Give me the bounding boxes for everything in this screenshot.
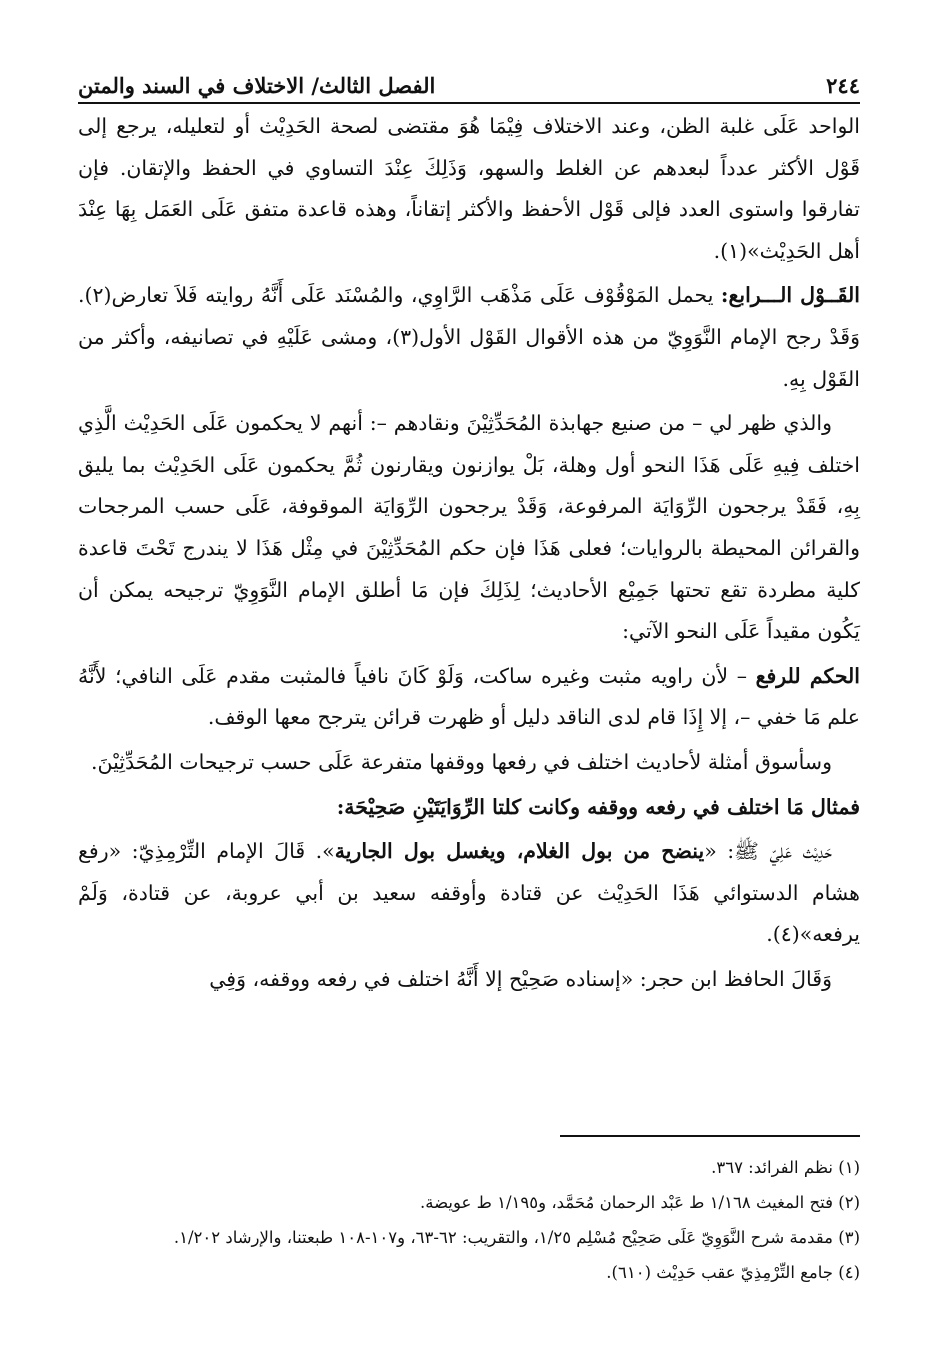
- paragraph-lead: الحكم للرفع: [755, 663, 860, 688]
- footnote: (٤) جامع التِّرْمِذِيّ عقب حَدِيْث (٦١٠).: [606, 1263, 860, 1282]
- footnotes: [78, 1152, 860, 1292]
- hadith-text: ينضح من بول الغلام، ويغسل بول الجارية: [334, 839, 705, 864]
- footnote: (٢) فتح المغيث ١/١٦٨ ط عَبْد الرحمان مُحَمَّد، و١/١٩٥ ط عويضة.: [419, 1193, 860, 1212]
- paragraph: والذي ظهر لي – من صنيع جهابذة المُحَدِّثِيْنَ ونقادهم –: أنهم لا يحكمون عَلَى الحَدِيْث الَّذِي اختلف فِيهِ عَلَى هَذَا النحو أول وهلة، بَلْ يوازنون ويقارنون ثُمَّ يحكمون عَلَى الحَدِيْث بما يليق بِهِ، فَقَدْ يرجحون الرِّوَايَة المرفوعة، وَقَدْ يرجحون الرِّوَايَة الموقوفة، عَلَى حسب المرجحات والقرائن المحيطة بالروايات؛ فعلى هَذَا فإن حكم المُحَدِّثِيْنَ في مِثْل هَذَا لا يندرج تَحْتَ قاعدة كلية مطردة تقع تحتها جَمِيْع الأحاديث؛ لِذَلِكَ فإن مَا أطلق الإمام النَّوَوِيّ ترجيحه يمكن أن يَكُون مقيداً عَلَى النحو الآتي:: [78, 411, 860, 644]
- paragraph-text: ». قَالَ الإمام التِّرْمِذِيّ: «رفع هشام الدستوائي هَذَا الحَدِيْث عن قتادة وأوقفه سعيد بن أبي عروبة، عن قتادة، وَلَمْ يرفعه»(٤).: [78, 839, 860, 947]
- paragraph: الواحد عَلَى غلبة الظن، وعند الاختلاف فِيْمَا هُوَ مقتضى لصحة الحَدِيْث أو لتعليله، يرجع إلى قَوْل الأكثر عدداً لبعدهم عن الغلط والسهو، وَذَلِكَ عِنْدَ التساوي في الحفظ والإتقان. فإن تفارقوا واستوى العدد فإلى قَوْل الأحفظ والأكثر إتقاناً، وهذه قاعدة متفق عَلَى العَمَل بِهَا عِنْدَ أهل الحَدِيْث»(١).: [78, 114, 860, 263]
- paragraph-text: يحمل المَوْقُوْف عَلَى مَذْهَب الرَّاوِي، والمُسْنَد عَلَى أَنَّهُ روايته فَلاَ تعارض(٢). وَقَدْ رجح الإمام النَّوَوِيّ من هذه الأقوال القَوْل الأول(٣)، ومشى عَلَيْهِ في تصانيفه، وأكثر من القَوْل بِهِ.: [78, 283, 860, 391]
- running-title: الفصل الثالث/ الاختلاف في السند والمتن: [78, 73, 436, 98]
- paragraph: [78, 831, 860, 956]
- paragraph: [78, 656, 860, 739]
- page-number: ٢٤٤: [826, 73, 860, 98]
- paragraph-lead: القَــوْل الـــرابع:: [720, 283, 860, 308]
- paragraph: وسأسوق أمثلة لأحاديث اختلف في رفعها ووقفها متفرعة عَلَى حسب ترجيحات المُحَدِّثِيْنَ.: [90, 749, 832, 774]
- paragraph: وَقَالَ الحافظ ابن حجر: «إسناده صَحِيْح إلا أَنَّهُ اختلف في رفعه ووقفه، وَفِي: [209, 966, 832, 991]
- footnote-divider: [560, 1135, 860, 1137]
- footnote: (٣) مقدمة شرح النَّوَوِيّ عَلَى صَحِيْح مُسْلِم ١/٢٥، والتقريب: ٦٢-٦٣، و١٠٧-١٠٨ طبعتنا، والإرشاد ١/٢٠٢.: [173, 1228, 860, 1247]
- section-heading: فمثال مَا اختلف في رفعه ووقفه وكانت كلتا الرِّوَايَتَيْنِ صَحِيْحَة:: [336, 794, 860, 819]
- paragraph: [78, 275, 860, 400]
- footnote: (١) نظم الفرائد: ٣٦٧.: [711, 1158, 860, 1177]
- paragraph-text: – لأن راويه مثبت وغيره ساكت، وَلَوْ كَانَ نافياً فالمثبت مقدم عَلَى النافي؛ لأَنَّهُ علم مَا خفي –، إلا إِذَا قام لدى الناقد دليل أو ظهرت قرائن يترجح معها الوقف.: [78, 663, 860, 730]
- main-text: [78, 106, 860, 1003]
- page-header: [78, 58, 860, 104]
- paragraph-text: حَدِيْث عَلِيّ ﷺ: «: [704, 839, 833, 864]
